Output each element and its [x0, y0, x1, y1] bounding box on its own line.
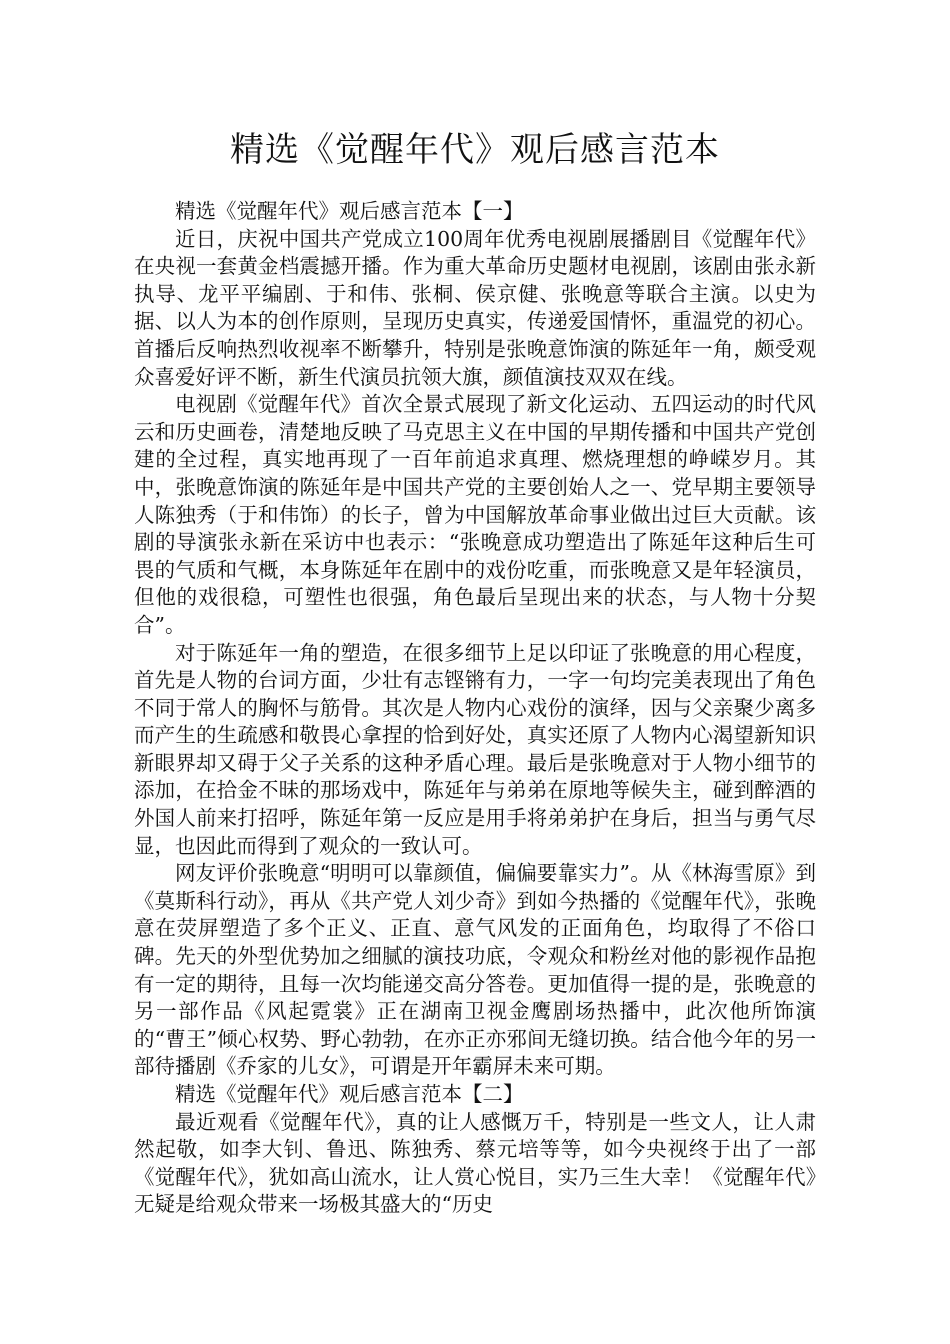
- paragraph: 网友评价张晚意“明明可以靠颜值，偏偏要靠实力”。从《林海雪原》到《莫斯科行动》，再从《共产党人刘少奇》到如今热播的《觉醒年代》，张晚意在荧屏塑造了多个正义、正直、意气风发的正面角色，均取得了不俗口碑。先天的外型优势加之细腻的演技功底，令观众和粉丝对他的影视作品抱有一定的期待，且每一次均能递交高分答卷。更加值得一提的是，张晚意的另一部作品《风起霓裳》正在湖南卫视金鹰剧场热播中，此次他所饰演的“曹王”倾心权势、野心勃勃，在亦正亦邪间无缝切换。结合他今年的另一部待播剧《乔家的儿女》，可谓是开年霸屏未来可期。: [134, 861, 816, 1079]
- paragraph: 近日，庆祝中国共产党成立100周年优秀电视剧展播剧目《觉醒年代》在央视一套黄金档震撼开播。作为重大革命历史题材电视剧，该剧由张永新执导、龙平平编剧、于和伟、张桐、侯京健、张晚意等联合主演。以史为据、以人为本的创作原则，呈现历史真实，传递爱国情怀，重温党的初心。首播后反响热烈收视率不断攀升，特别是张晚意饰演的陈延年一角，颇受观众喜爱好评不断，新生代演员抗领大旗，颜值演技双双在线。: [134, 226, 816, 389]
- section-heading-1: 精选《觉醒年代》观后感言范本【一】: [175, 199, 524, 223]
- section-heading-2: 精选《觉醒年代》观后感言范本【二】: [175, 1082, 524, 1106]
- paragraph: 对于陈延年一角的塑造，在很多细节上足以印证了张晚意的用心程度，首先是人物的台词方面，少壮有志铿锵有力，一字一句均完美表现出了角色不同于常人的胸怀与筋骨。其次是人物内心戏份的演绎，因与父亲聚少离多而产生的生疏感和敬畏心拿捏的恰到好处，真实还原了人物内心渴望新知识新眼界却又碍于父子关系的这种矛盾心理。最后是张晚意对于人物小细节的添加，在拾金不昧的那场戏中，陈延年与弟弟在原地等候失主，碰到醉酒的外国人前来打招呼，陈延年第一反应是用手将弟弟护在身后，担当与勇气尽显，也因此而得到了观众的一致认可。: [134, 640, 816, 858]
- document-body: [134, 198, 816, 1219]
- document-title: 精选《觉醒年代》观后感言范本: [230, 130, 720, 170]
- paragraph: 电视剧《觉醒年代》首次全景式展现了新文化运动、五四运动的时代风云和历史画卷，清楚地反映了马克思主义在中国的早期传播和中国共产党创建的全过程，真实地再现了一百年前追求真理、燃烧理想的峥嵘岁月。其中，张晚意饰演的陈延年是中国共产党的主要创始人之一、党早期主要领导人陈独秀（于和伟饰）的长子，曾为中国解放革命事业做出过巨大贡献。该剧的导演张永新在采访中也表示：“张晚意成功塑造出了陈延年这种后生可畏的气质和气概，本身陈延年在剧中的戏份吃重，而张晚意又是年轻演员，但他的戏很稳，可塑性也很强，角色最后呈现出来的状态，与人物十分契合”。: [134, 392, 816, 637]
- paragraph: 最近观看《觉醒年代》，真的让人感慨万千，特别是一些文人，让人肃然起敬，如李大钊、鲁迅、陈独秀、蔡元培等等，如今央视终于出了一部《觉醒年代》，犹如高山流水，让人赏心悦目，实乃三生大幸！《觉醒年代》无疑是给观众带来一场极其盛大的“历史: [134, 1109, 816, 1217]
